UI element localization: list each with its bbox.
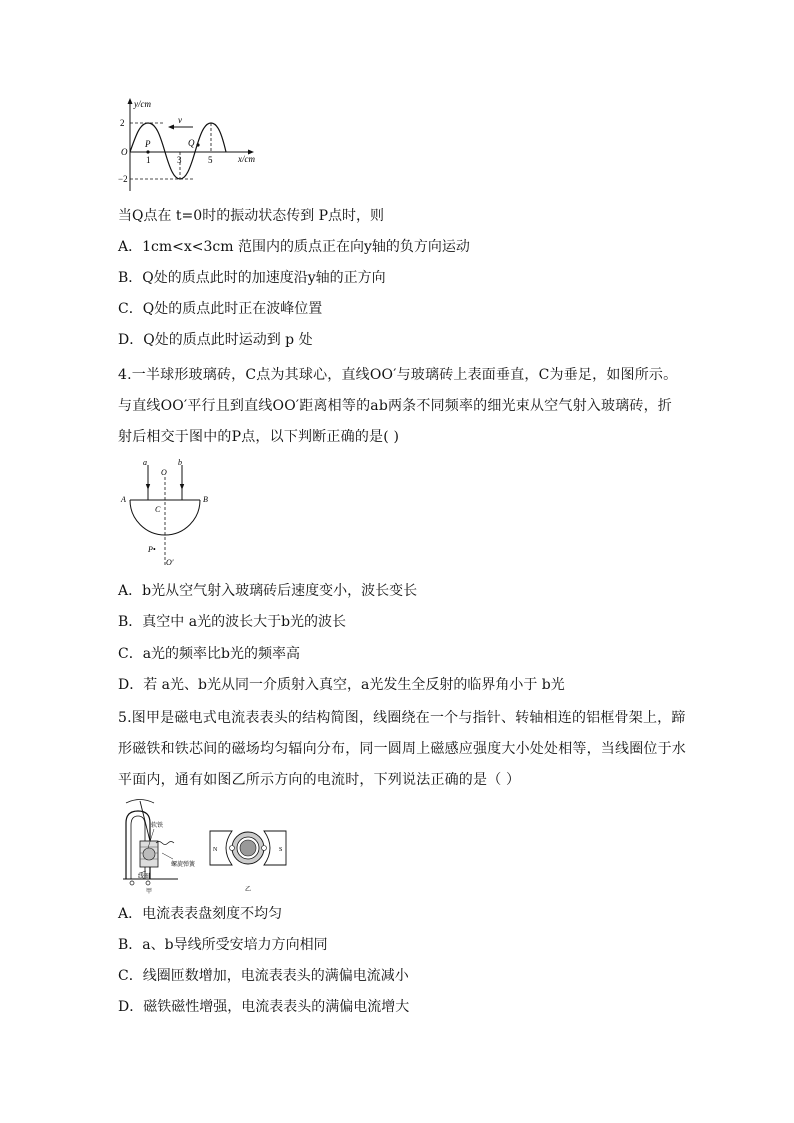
point-o-label: O: [161, 468, 167, 477]
y-axis-label: y/cm: [134, 99, 151, 109]
y-tick-2: 2: [120, 118, 125, 128]
point-c-label: C: [155, 505, 161, 514]
q4-option-a: A．b光从空气射入玻璃砖后速度变小，波长变长: [118, 583, 418, 599]
q5-option-c: C．线圈匝数增加，电流表表头的满偏电流减小: [118, 968, 409, 984]
velocity-label: v: [178, 115, 182, 125]
point-o-prime-label: O′: [166, 558, 174, 567]
caption-jia: 甲: [146, 889, 153, 895]
point-p-label: P•: [148, 545, 156, 554]
q4-option-c: C．a光的频率比b光的频率高: [118, 646, 301, 662]
origin-label: O: [121, 147, 128, 157]
galvanometer-structure-figure: [118, 793, 210, 897]
q3-option-d: D．Q处的质点此时运动到 p 处: [118, 332, 313, 348]
label-spring: 螺旋弹簧: [171, 862, 196, 868]
q3-stem: 当Q点在 t=0时的振动状态传到 P点时，则: [118, 208, 385, 224]
q5-option-b: B．a、b导线所受安培力方向相同: [118, 937, 328, 953]
point-b-label: B: [203, 495, 208, 504]
q4-stem-line-3: 射后相交于图中的P点，以下判断正确的是( ): [118, 429, 400, 445]
q3-option-a: A．1cm<x<3cm 范围内的质点正在向y轴的负方向运动: [118, 239, 470, 255]
x-tick-1: 1: [146, 155, 151, 165]
q4-option-b: B．真空中 a光的波长大于b光的波长: [118, 614, 347, 630]
cross-section-figure: [208, 825, 288, 895]
wave-figure: [118, 95, 268, 195]
q4-stem-line-2: 与直线OO′平行且到直线OO′距离相等的ab两条不同频率的细光束从空气射入玻璃砖，折: [118, 398, 672, 414]
q3-option-b: B．Q处的质点此时的加速度沿y轴的正方向: [118, 270, 386, 286]
q5-stem-line-1: 5.图甲是磁电式电流表表头的结构简图，线圈绕在一个与指针、转轴相连的铝框骨架上，蹄: [118, 710, 686, 726]
caption-yi: 乙: [245, 887, 252, 893]
x-tick-5: 5: [208, 155, 213, 165]
ray-b-label: b: [178, 458, 182, 467]
hemisphere-figure: [118, 455, 218, 570]
x-tick-3: 3: [177, 155, 182, 165]
label-coil: 线圈: [138, 874, 151, 880]
point-a-label: A: [121, 495, 126, 504]
label-iron-core: 软铁: [151, 823, 164, 829]
q5-option-d: D．磁铁磁性增强，电流表表头的满偏电流增大: [118, 999, 410, 1015]
pole-s-label: S: [279, 847, 283, 853]
q5-option-a: A．电流表表盘刻度不均匀: [118, 906, 283, 922]
x-axis-label: x/cm: [238, 154, 255, 164]
q3-option-c: C．Q处的质点此时正在波峰位置: [118, 301, 323, 317]
q4-option-d: D．若 a光、b光从同一介质射入真空，a光发生全反射的临界角小于 b光: [118, 677, 565, 693]
q4-stem-line-1: 4.一半球形玻璃砖，C点为其球心，直线OO′与玻璃砖上表面垂直，C为垂足，如图所示。: [118, 367, 678, 383]
q5-stem-line-3: 平面内，通有如图乙所示方向的电流时，下列说法正确的是（ ）: [118, 772, 521, 788]
y-tick-neg2: −2: [118, 174, 128, 184]
pole-n-label: N: [213, 847, 218, 853]
point-p-label: P: [145, 139, 151, 149]
q5-stem-line-2: 形磁铁和铁芯间的磁场均匀辐向分布，同一圆周上磁感应强度大小处处相等，当线圈位于水: [118, 741, 686, 757]
point-q-label: Q: [188, 138, 195, 148]
ray-a-label: a: [143, 458, 147, 467]
